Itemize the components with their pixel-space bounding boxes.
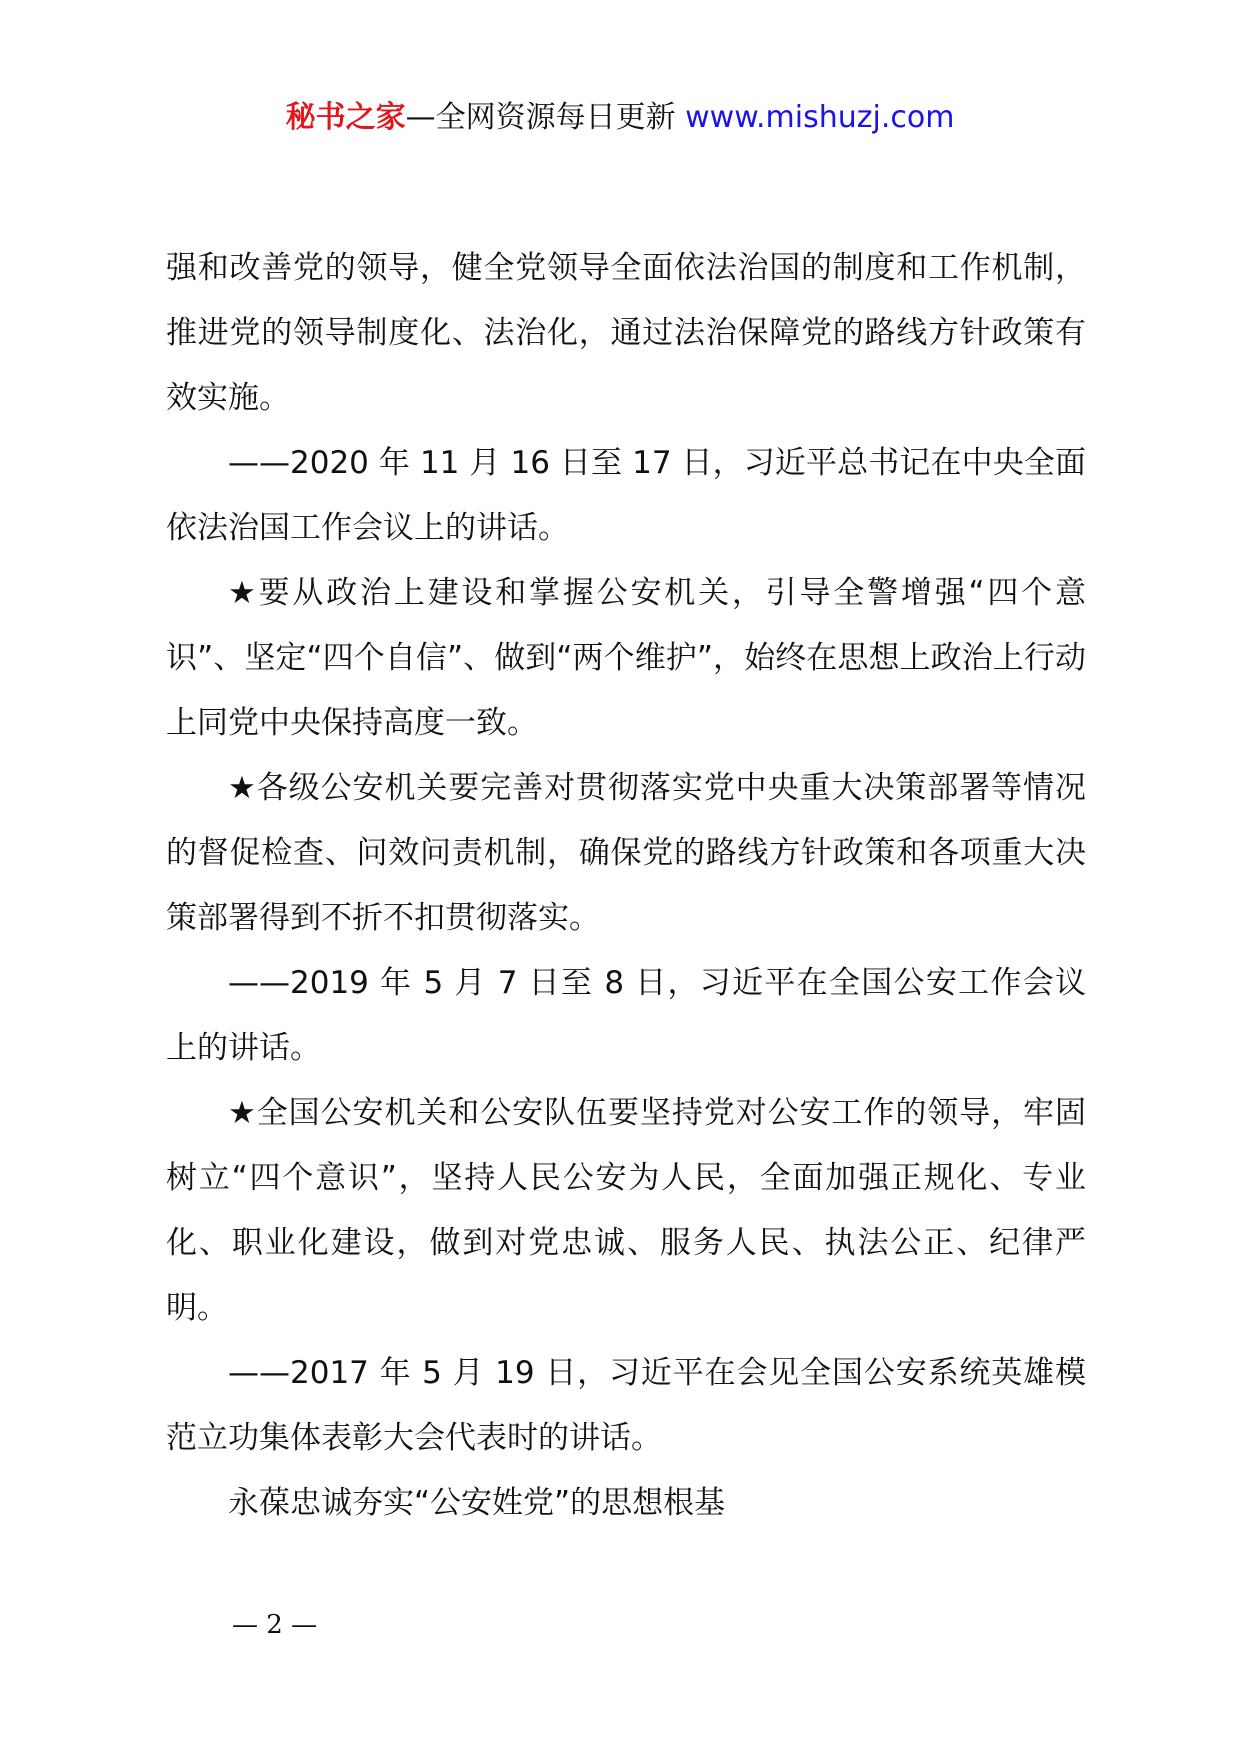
paragraph-quote: ★要从政治上建设和掌握公安机关，引导全警增强“四个意识”、坚定“四个自信”、做到“两个维护”，始终在思想上政治上行动上同党中央保持高度一致。 xyxy=(166,575,1086,741)
document-body xyxy=(166,236,1086,1536)
site-url-link[interactable]: www.mishuzj.com xyxy=(685,100,955,135)
site-tagline: —全网资源每日更新 xyxy=(405,100,686,135)
paragraph-source-citation: ——2020 年 11 月 16 日至 17 日，习近平总书记在中央全面依法治国工作会议上的讲话。 xyxy=(166,445,1086,546)
section-heading: 永葆忠诚夯实“公安姓党”的思想根基 xyxy=(228,1485,726,1521)
paragraph-source-citation: ——2017 年 5 月 19 日，习近平在会见全国公安系统英雄模范立功集体表彰大会代表时的讲话。 xyxy=(166,1355,1086,1456)
paragraph-quote: ★全国公安机关和公安队伍要坚持党对公安工作的领导，牢固树立“四个意识”，坚持人民公安为人民，全面加强正规化、专业化、职业化建设，做到对党忠诚、服务人民、执法公正、纪律严明。 xyxy=(166,1095,1086,1326)
page-number: — 2 — xyxy=(232,1610,318,1640)
site-header xyxy=(0,98,1240,138)
paragraph-source-citation: ——2019 年 5 月 7 日至 8 日，习近平在全国公安工作会议上的讲话。 xyxy=(166,965,1086,1066)
paragraph-continuation: 强和改善党的领导，健全党领导全面依法治国的制度和工作机制，推进党的领导制度化、法治化，通过法治保障党的路线方针政策有效实施。 xyxy=(166,250,1086,416)
paragraph-quote: ★各级公安机关要完善对贯彻落实党中央重大决策部署等情况的督促检查、问效问责机制，确保党的路线方针政策和各项重大决策部署得到不折不扣贯彻落实。 xyxy=(166,770,1086,936)
site-brand: 秘书之家 xyxy=(285,100,406,135)
